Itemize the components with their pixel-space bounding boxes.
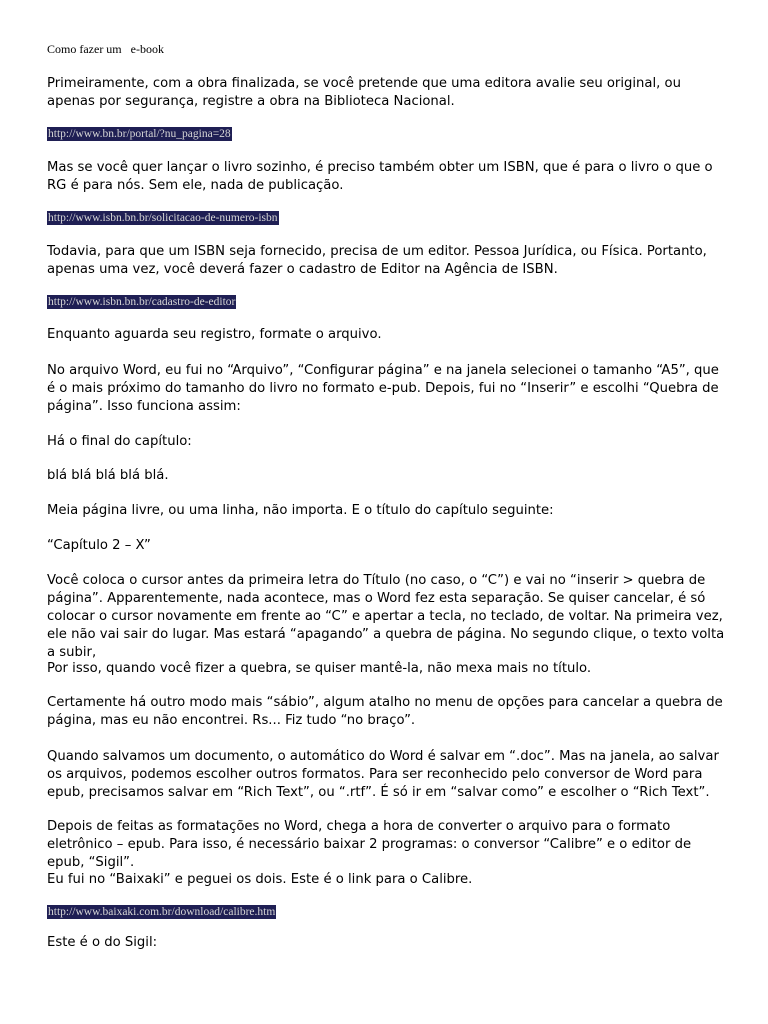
paragraph-baixaki: Eu fui no “Baixaki” e peguei os dois. Este é o link para o Calibre. bbox=[47, 872, 473, 887]
paragraph-cursor: Você coloca o cursor antes da primeira letra do Título (no caso, o “C”) e vai no “inserir > quebra de página”. Apparentemente, nada acontece, mas o Word fez esta separação. Se quiser cancelar, é só colocar o cursor novamente em frente ao “C” e apertar a tecla, no teclado, de voltar. Na primeira vez, ele não vai sair do lugar. Mas estará “apagando” a quebra de página. No segundo clique, o texto volta a subir, bbox=[47, 573, 725, 660]
paragraph-sabio: Certamente há outro modo mais “sábio”, algum atalho no menu de opções para cancelar a quebra de página, mas eu não encontrei. Rs... Fiz tudo “no braço”. bbox=[47, 695, 723, 728]
paragraph-word-config: No arquivo Word, eu fui no “Arquivo”, “Configurar página” e na janela selecionei o tamanho “A5”, que é o mais próximo do tamanho do livro no formato e-pub. Depois, fui no “Inserir” e escolhi “Quebra de página”. Isso funciona assim: bbox=[47, 363, 719, 414]
paragraph-final-capitulo: Há o final do capítulo: bbox=[47, 434, 192, 449]
paragraph-biblioteca: Primeiramente, com a obra finalizada, se você pretende que uma editora avalie seu original, ou apenas por segurança, registre a obra na Biblioteca Nacional. bbox=[47, 76, 681, 109]
paragraph-editor: Todavia, para que um ISBN seja fornecido, precisa de um editor. Pessoa Jurídica, ou Física. Portanto, apenas uma vez, você deverá fazer o cadastro de Editor na Agência de ISBN. bbox=[47, 244, 707, 277]
link-calibre[interactable]: http://www.baixaki.com.br/download/calibre.htm bbox=[48, 906, 276, 918]
link-isbn-solicitacao[interactable]: http://www.isbn.bn.br/solicitacao-de-numero-isbn bbox=[48, 212, 278, 224]
paragraph-sigil: Este é o do Sigil: bbox=[47, 935, 158, 950]
paragraph-meia-pagina: Meia página livre, ou uma linha, não importa. E o título do capítulo seguinte: bbox=[47, 503, 554, 518]
link-biblioteca-nacional[interactable]: http://www.bn.br/portal/?nu_pagina=28 bbox=[48, 128, 231, 140]
paragraph-isbn: Mas se você quer lançar o livro sozinho, é preciso também obter um ISBN, que é para o livro o que o RG é para nós. Sem ele, nada de publicação. bbox=[47, 160, 713, 193]
paragraph-por-isso: Por isso, quando você fizer a quebra, se quiser mantê-la, não mexa mais no título. bbox=[47, 661, 592, 676]
paragraph-salvar: Quando salvamos um documento, o automático do Word é salvar em “.doc”. Mas na janela, ao salvar os arquivos, podemos escolher outros formatos. Para ser reconhecido pelo conversor de Word para epub, precisamos salvar em “Rich Text”, ou “.rtf”. É só ir em “salvar como” e escolher o “Rich Text”. bbox=[47, 749, 719, 800]
document-title: Como fazer um e-book bbox=[47, 42, 164, 56]
paragraph-aguarda: Enquanto aguarda seu registro, formate o arquivo. bbox=[47, 327, 382, 342]
paragraph-bla: blá blá blá blá blá. bbox=[47, 468, 169, 483]
paragraph-capitulo-2: “Capítulo 2 – X” bbox=[47, 538, 151, 553]
link-isbn-cadastro-editor[interactable]: http://www.isbn.bn.br/cadastro-de-editor bbox=[48, 296, 236, 308]
paragraph-converter: Depois de feitas as formatações no Word, chega a hora de converter o arquivo para o formato eletrônico – epub. Para isso, é necessário baixar 2 programas: o conversor “Calibre” e o editor de epub, “Sigil”. bbox=[47, 819, 692, 870]
